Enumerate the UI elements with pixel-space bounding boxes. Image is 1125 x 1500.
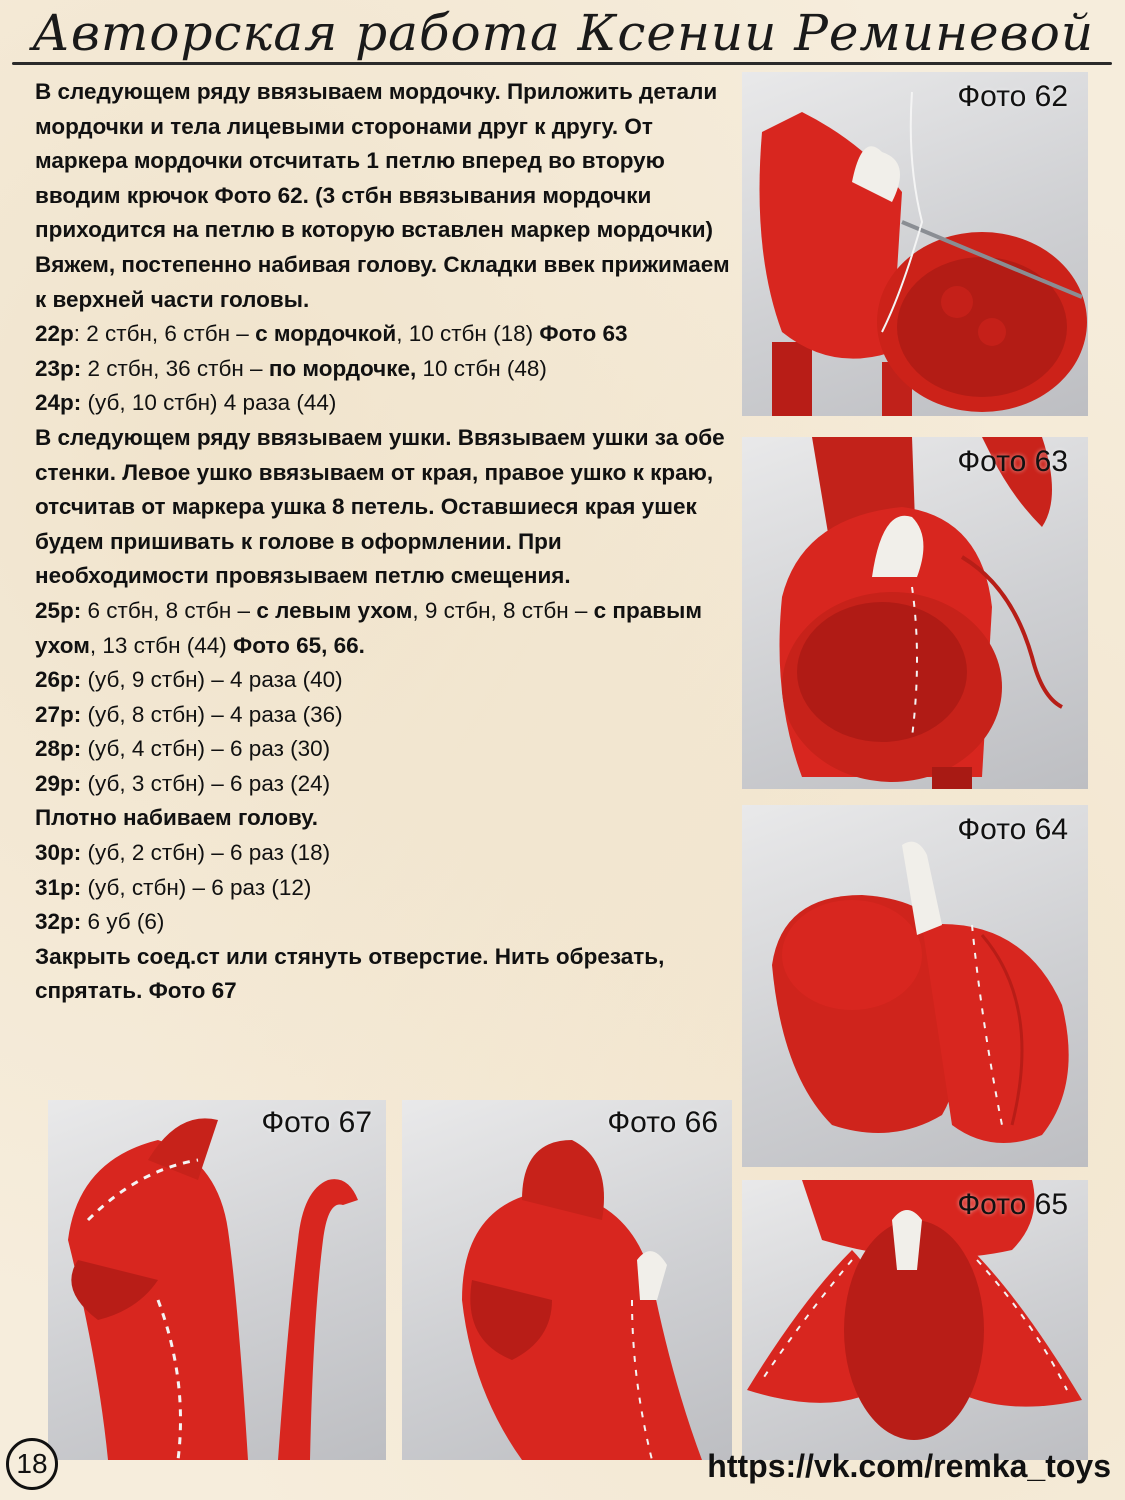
photo-67-image — [48, 1100, 386, 1460]
photo-63-image — [742, 437, 1088, 789]
photo-65-label: Фото 65 — [957, 1188, 1068, 1221]
instruction-bold-text: 24р: — [35, 390, 82, 416]
instruction-text: 10 стбн (48) — [416, 355, 547, 381]
photo-66-image — [402, 1100, 732, 1460]
instruction-text: 6 стбн, 8 стбн – — [81, 597, 257, 623]
instruction-bold-text: с мордочкой — [255, 321, 397, 347]
instruction-bold-text: Вяжем, постепенно набивая голову. Складки ввек прижимаем к верхней части головы. — [35, 251, 730, 312]
instruction-bold-text: 30р: — [35, 840, 82, 866]
instruction-paragraph — [35, 940, 740, 1009]
photo-62 — [742, 72, 1088, 416]
instruction-paragraph — [35, 698, 740, 733]
photo-65-image — [742, 1180, 1088, 1460]
instruction-text: : 2 стбн, 6 стбн – — [73, 321, 256, 347]
instruction-bold-text: 22р — [35, 321, 74, 347]
page-header — [0, 0, 1125, 72]
photo-66 — [402, 1100, 732, 1460]
photo-63-label: Фото 63 — [957, 445, 1068, 478]
photo-64 — [742, 805, 1088, 1167]
vk-link[interactable]: https://vk.com/remka_toys — [707, 1448, 1111, 1484]
photo-62-image — [742, 72, 1088, 416]
instruction-paragraph — [35, 248, 740, 317]
photo-62-label: Фото 62 — [957, 80, 1068, 113]
page-number: 18 — [6, 1438, 58, 1490]
instruction-text: (уб, 8 стбн) – 4 раза (36) — [81, 701, 343, 727]
photo-66-label: Фото 66 — [607, 1106, 718, 1139]
header-divider — [12, 62, 1112, 65]
instruction-bold-text: 27р: — [35, 701, 82, 727]
instruction-bold-text: Закрыть соед.ст или стянуть отверстие. Нить обрезать, спрятать. Фото 67 — [35, 943, 665, 1004]
instruction-bold-text: В следующем ряду ввязываем ушки. Ввязываем ушки за обе стенки. Левое ушко ввязываем от края, правое ушко к краю, отсчитав от маркера ушка 8 петель. Оставшиеся края ушек будем пришивать к голове в оформлении. При необходимости провязываем петлю смещения. — [35, 424, 725, 589]
instruction-paragraph — [35, 352, 740, 387]
instruction-text: , 9 стбн, 8 стбн – — [412, 597, 594, 623]
author-title: Авторская работа Ксении Реминевой — [31, 4, 1095, 62]
instruction-bold-text: 23р: — [35, 355, 82, 381]
photo-67 — [48, 1100, 386, 1460]
instruction-paragraph — [35, 836, 740, 871]
instruction-bold-text: 28р: — [35, 736, 82, 762]
instruction-paragraph — [35, 317, 740, 352]
instruction-bold-text: Плотно набиваем голову. — [35, 805, 319, 831]
instruction-paragraph — [35, 663, 740, 698]
instruction-paragraph — [35, 732, 740, 767]
instruction-text: (уб, 3 стбн) – 6 раз (24) — [81, 770, 331, 796]
instruction-text: 6 уб (6) — [81, 909, 165, 935]
instruction-text: (уб, 9 стбн) – 4 раза (40) — [81, 667, 343, 693]
photo-64-label: Фото 64 — [957, 813, 1068, 846]
instruction-bold-text: 32р: — [35, 909, 82, 935]
instruction-text: (уб, стбн) – 6 раз (12) — [81, 874, 312, 900]
photo-64-image — [742, 805, 1088, 1167]
instruction-bold-text: с правым ухом — [35, 597, 702, 658]
instruction-bold-text: 31р: — [35, 874, 82, 900]
instruction-paragraph — [35, 386, 740, 421]
instruction-bold-text: с левым ухом — [256, 597, 413, 623]
instruction-paragraph — [35, 871, 740, 906]
instruction-bold-text: 29р: — [35, 770, 82, 796]
photo-65 — [742, 1180, 1088, 1460]
instruction-paragraph — [35, 75, 740, 248]
instruction-bold-text: Фото 63 — [539, 321, 628, 347]
instruction-paragraph — [35, 801, 740, 836]
instruction-text: , 10 стбн (18) — [396, 321, 540, 347]
instructions-text — [35, 75, 740, 1009]
instruction-text: 2 стбн, 36 стбн – — [81, 355, 269, 381]
instruction-paragraph — [35, 421, 740, 594]
instruction-bold-text: В следующем ряду ввязываем мордочку. Приложить детали мордочки и тела лицевыми сторонами друг к другу. От маркера мордочки отсчитать 1 петлю вперед во вторую вводим крючок Фото 62. (3 стбн ввязывания мордочки приходится на петлю в которую вставлен маркер мордочки) — [35, 79, 718, 243]
instruction-paragraph — [35, 767, 740, 802]
instruction-paragraph — [35, 594, 740, 663]
photo-63 — [742, 437, 1088, 789]
instruction-text: (уб, 4 стбн) – 6 раз (30) — [81, 736, 331, 762]
instruction-bold-text: по мордочке, — [268, 355, 417, 381]
instruction-text: (уб, 10 стбн) 4 раза (44) — [81, 390, 337, 416]
instruction-text: , 13 стбн (44) — [89, 632, 234, 658]
instruction-paragraph — [35, 905, 740, 940]
instruction-bold-text: 26р: — [35, 667, 82, 693]
photo-67-label: Фото 67 — [261, 1106, 372, 1139]
instruction-text: (уб, 2 стбн) – 6 раз (18) — [81, 840, 331, 866]
instruction-bold-text: Фото 65, 66. — [233, 632, 365, 658]
instruction-bold-text: 25р: — [35, 597, 82, 623]
